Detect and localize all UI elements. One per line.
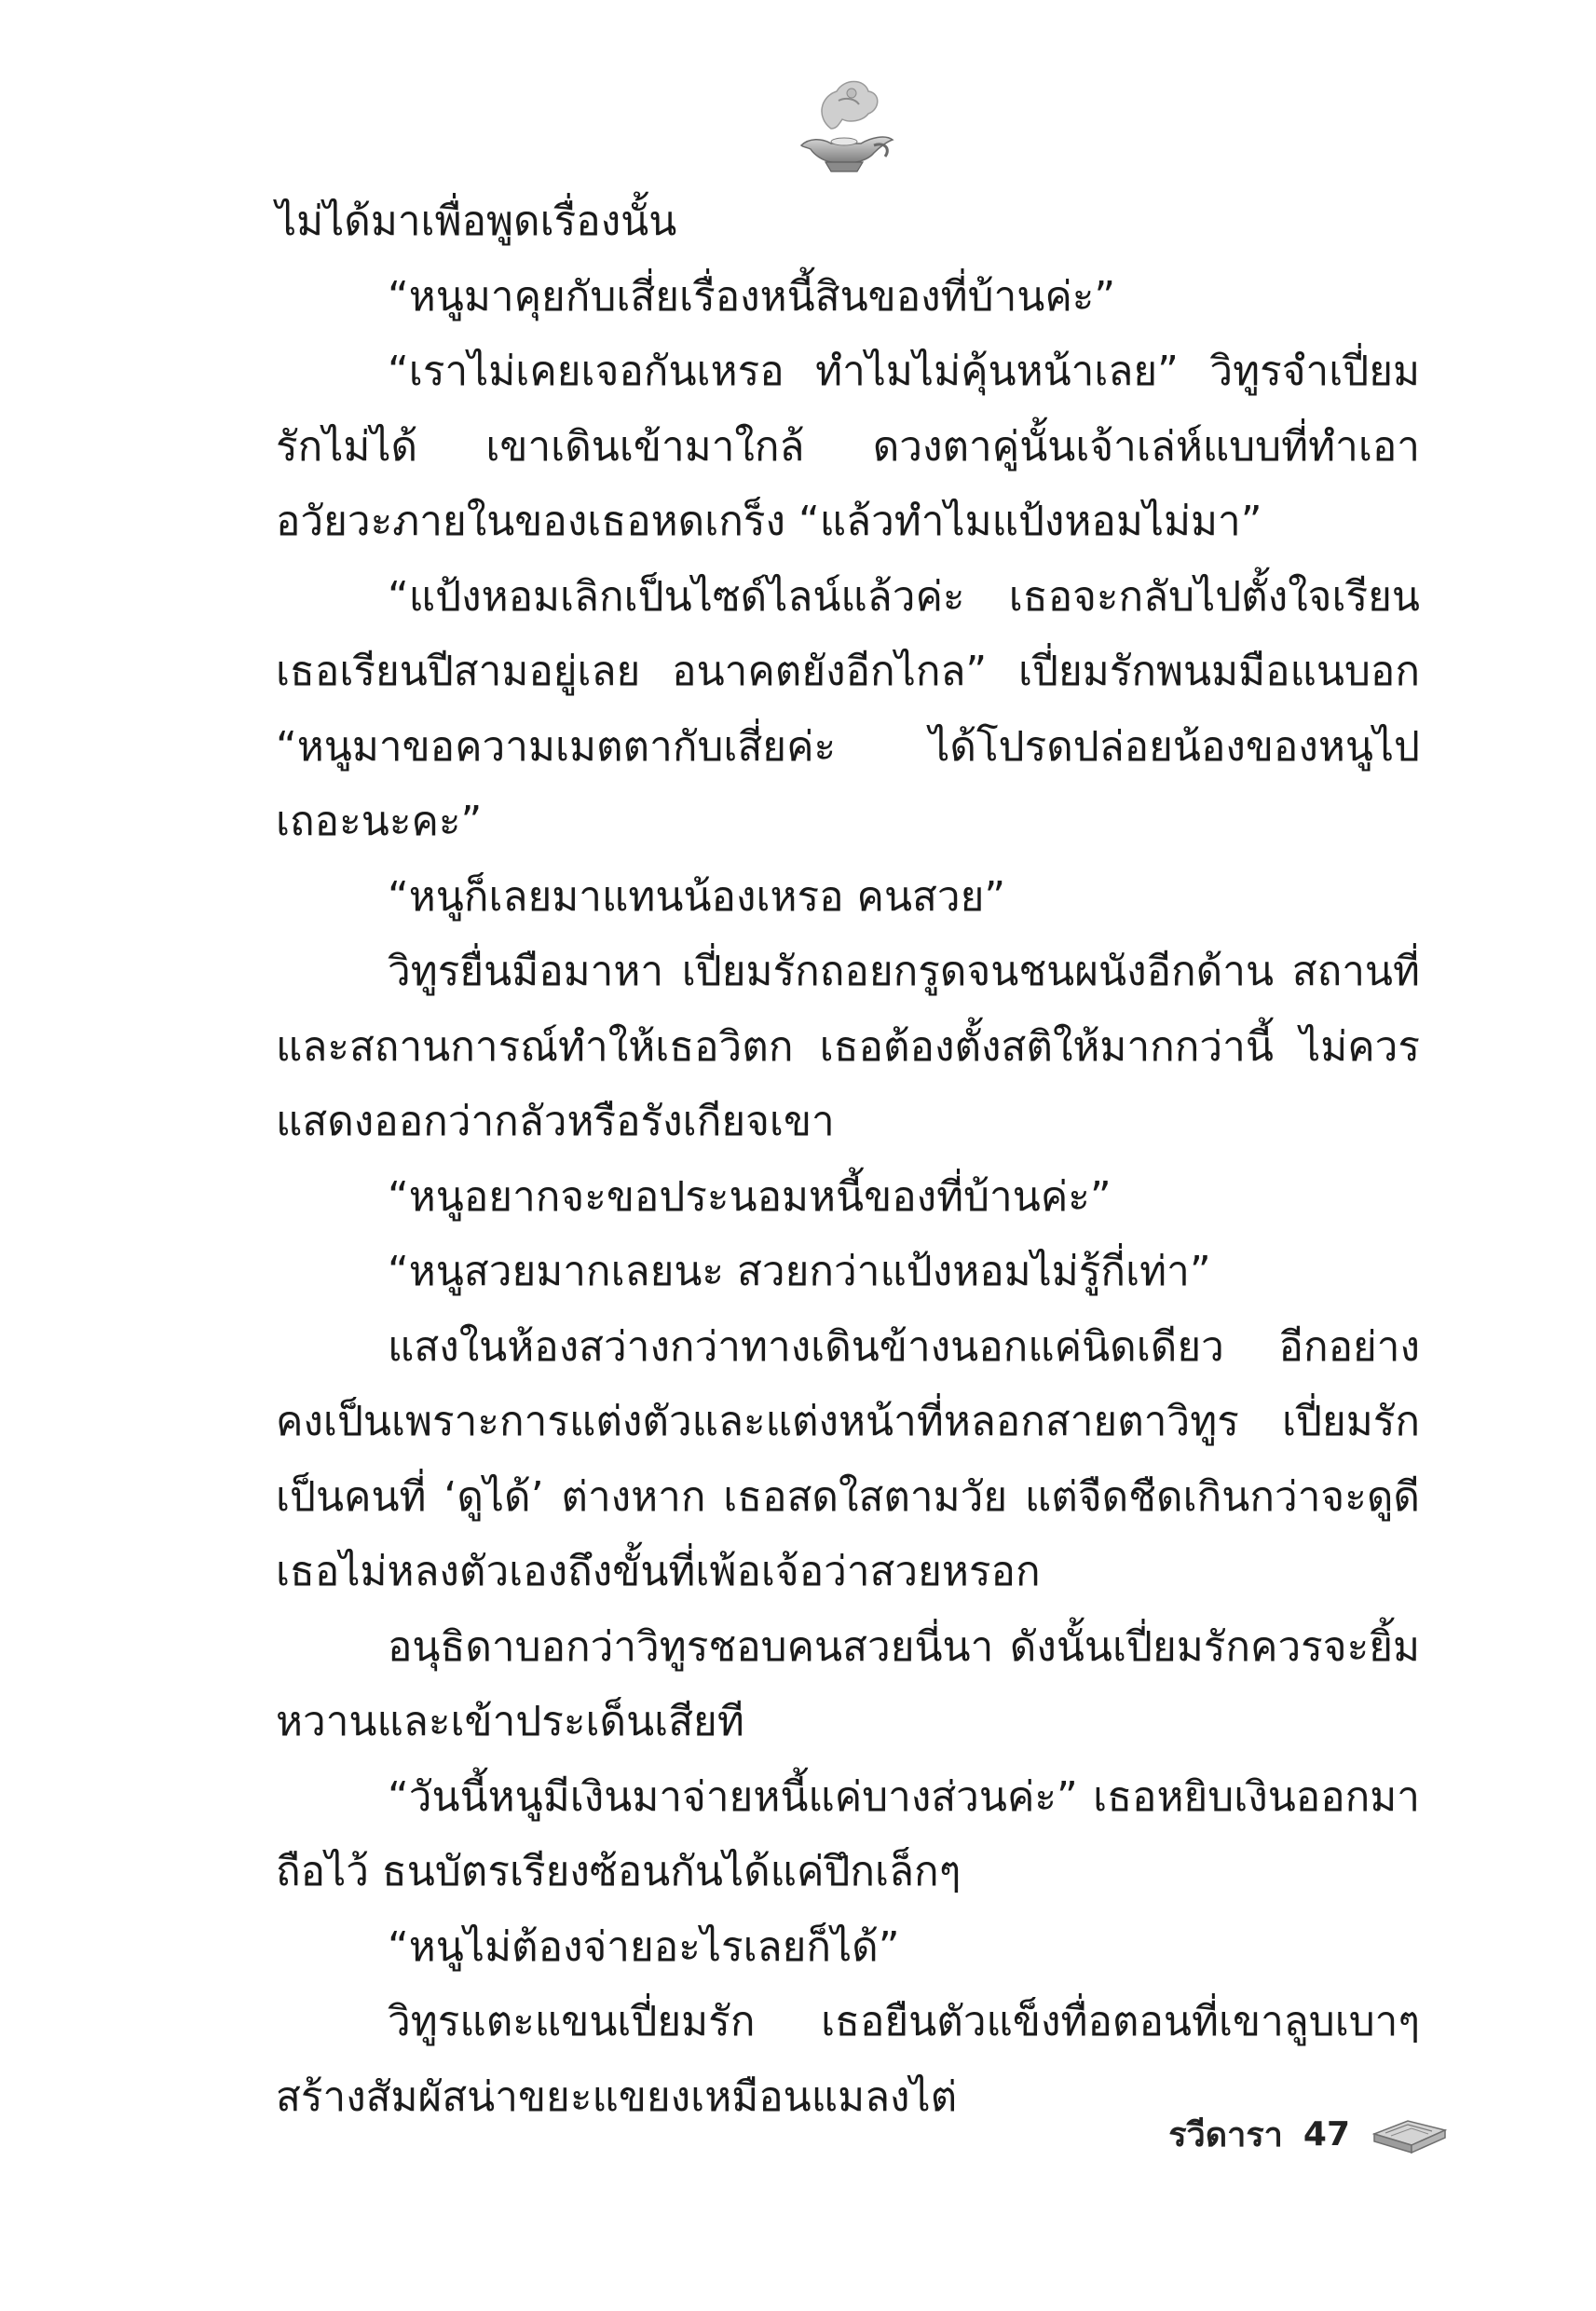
- paragraph: “แป้งหอมเลิกเป็นไซด์ไลน์แล้วค่ะ เธอจะกลับไปตั้งใจเรียนเธอเรียนปีสามอยู่เลย อนาคตยังอีกไกล” เปี่ยมรักพนมมือแนบอก “หนูมาขอความเมตตากับเสี่ยค่ะ ได้โปรดปล่อยน้องของหนูไปเถอะนะคะ”: [276, 572, 1420, 845]
- paragraph: “วันนี้หนูมีเงินมาจ่ายหนี้แค่บางส่วนค่ะ” เธอหยิบเงินออกมาถือไว้ ธนบัตรเรียงซ้อนกันได้แค่ปึกเล็กๆ: [276, 1772, 1420, 1895]
- author-name: รวีดารา: [1168, 2116, 1283, 2154]
- paragraph: แสงในห้องสว่างกว่าทางเดินข้างนอกแค่นิดเดียว อีกอย่างคงเป็นเพราะการแต่งตัวและแต่งหน้าที่หลอกสายตาวิทูร เปี่ยมรักเป็นคนที่ ‘ดูได้’ ต่างหาก เธอสดใสตามวัย แต่จืดชืดเกินกว่าจะดูดีเธอไม่หลงตัวเองถึงขั้นที่เพ้อเจ้อว่าสวยหรอก: [276, 1322, 1420, 1595]
- body-text: [276, 185, 1420, 2135]
- paragraph: “หนูสวยมากเลยนะ สวยกว่าแป้งหอมไม่รู้กี่เท่า”: [388, 1248, 1211, 1295]
- paragraph: อนุธิดาบอกว่าวิทูรชอบคนสวยนี่นา ดังนั้นเปี่ยมรักควรจะยิ้มหวานและเข้าประเด็นเสียที: [276, 1622, 1420, 1745]
- paragraph: “หนูมาคุยกับเสี่ยเรื่องหนี้สินของที่บ้านค่ะ”: [388, 272, 1116, 321]
- open-book-icon: [1371, 2113, 1449, 2156]
- paragraph: วิทูรยื่นมือมาหา เปี่ยมรักถอยกรูดจนชนผนังอีกด้าน สถานที่และสถานการณ์ทำให้เธอวิตก เธอต้องตั้งสติให้มากกว่านี้ ไม่ควรแสดงออกว่ากลัวหรือรังเกียจเขา: [276, 948, 1420, 1145]
- paragraph: วิทูรแตะแขนเปี่ยมรัก เธอยืนตัวแข็งทื่อตอนที่เขาลูบเบาๆสร้างสัมผัสน่าขยะแขยงเหมือนแมลงไต่: [276, 1998, 1420, 2121]
- genie-lamp-icon: [788, 73, 900, 183]
- paragraph: “หนูก็เลยมาแทนน้องเหรอ คนสวย”: [388, 872, 1006, 921]
- paragraph: “หนูไม่ต้องจ่ายอะไรเลยก็ได้”: [388, 1922, 900, 1971]
- paragraph: ไม่ได้มาเพื่อพูดเรื่องนั้น: [276, 198, 677, 245]
- paragraph: “หนูอยากจะขอประนอมหนี้ของที่บ้านค่ะ”: [388, 1172, 1112, 1221]
- page-number: 47: [1303, 2115, 1350, 2154]
- paragraph: “เราไม่เคยเจอกันเหรอ ทำไมไม่คุ้นหน้าเลย” วิทูรจำเปี่ยมรักไม่ได้ เขาเดินเข้ามาใกล้ ดวงตาคู่นั้นเจ้าเล่ห์แบบที่ทำเอาอวัยวะภายในของเธอหดเกร็ง “แล้วทำไมแป้งหอมไม่มา”: [276, 348, 1420, 545]
- page-footer: [1168, 2108, 1449, 2161]
